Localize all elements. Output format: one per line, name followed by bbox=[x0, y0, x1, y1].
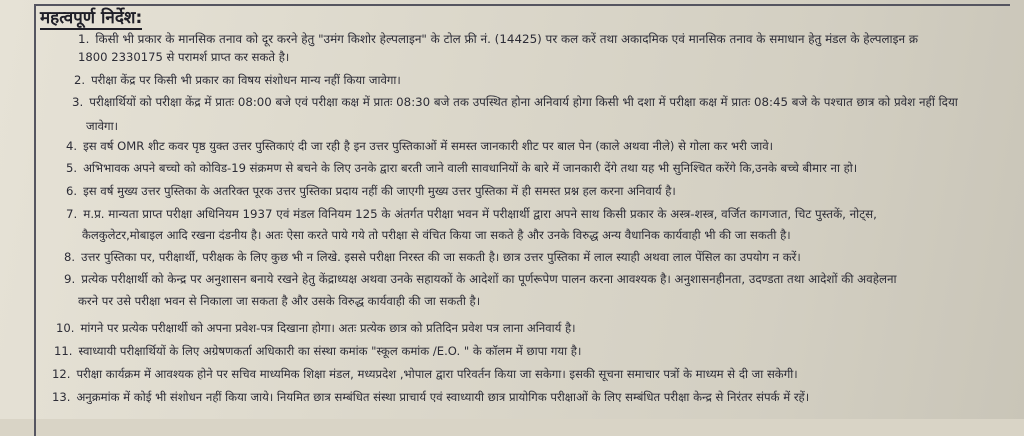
instruction-number: 11. bbox=[54, 344, 73, 358]
instruction-text: 1800 2330175 से परामर्श प्राप्त कर सकते है। bbox=[78, 50, 290, 64]
instruction-7-cont bbox=[82, 227, 791, 243]
instruction-text: अभिभावक अपने बच्चो को कोविड-19 संक्रमण से बचने के लिए उनके द्वारा बरती जाने वाली सावधानियों के बारे में जानकारी देंगे तथा यह भी सुनिश्चित करेंगे कि,उनके बच्चे बीमार ना हो। bbox=[83, 161, 858, 175]
instruction-text: मांगने पर प्रत्येक परीक्षार्थी को अपना प्रवेश-पत्र दिखाना होगा। अतः प्रत्येक छात्र को प्रतिदिन प्रवेश पत्र लाना अनिवार्य है। bbox=[80, 321, 576, 335]
instruction-2 bbox=[74, 72, 401, 88]
instruction-text: कैलकुलेटर,मोबाइल आदि रखना दंडनीय है। अतः ऐसा करते पाये गये तो परीक्षा से वंचित किया जा सकते है और उनके विरुद्ध अन्य वैधानिक कार्यवाही भी की जा सकती है। bbox=[82, 228, 791, 242]
instruction-11 bbox=[54, 343, 581, 359]
instruction-number: 13. bbox=[52, 390, 71, 404]
instruction-text: इस वर्ष OMR शीट कवर पृष्ठ युक्त उत्तर पुस्तिकाएं दी जा रही है इन उत्तर पुस्तिकाओं में समस्त जानकारी शीट पर बाल पेन (काले अथवा नीले) से गोला कर भरी जावे। bbox=[83, 139, 774, 153]
instruction-6 bbox=[66, 183, 676, 199]
instruction-text: जावेगा। bbox=[86, 119, 118, 133]
instruction-number: 10. bbox=[56, 321, 75, 335]
instruction-number: 5. bbox=[66, 161, 78, 175]
instruction-text: परीक्षार्थियों को परीक्षा केंद्र में प्रातः 08:00 बजे एवं परीक्षा कक्ष में प्रातः 08:30 बजे तक उपस्थित होना अनिवार्य होगा किसी भी दशा में परीक्षा कक्ष में प्रातः 08:45 बजे के पश्चात छात्र को प्रवेश नहीं दिया bbox=[89, 95, 958, 109]
instruction-12 bbox=[52, 366, 798, 382]
instruction-number: 6. bbox=[66, 184, 78, 198]
instruction-9 bbox=[64, 271, 897, 287]
instruction-text: करने पर उसे परीक्षा भवन से निकाला जा सकता है और उसके विरुद्ध कार्यवाही की जा सकती है। bbox=[78, 294, 481, 308]
instruction-13 bbox=[52, 389, 809, 405]
instruction-text: म.प्र. मान्यता प्राप्त परीक्षा अधिनियम 1937 एवं मंडल विनियम 125 के अंतर्गत परीक्षा भवन में परीक्षार्थी द्वारा अपने साथ किसी प्रकार के अस्त्र-शस्त्र, वर्जित कागजात, चिट पुस्तकें, नोट्स, bbox=[83, 207, 877, 221]
instruction-text: स्वाध्यायी परीक्षार्थियों के लिए अग्रेषणकर्ता अधिकारी का संस्था कमांक "स्कूल कमांक /E.O. " के कॉलम में छापा गया है। bbox=[78, 344, 582, 358]
instruction-text: उत्तर पुस्तिका पर, परीक्षार्थी, परीक्षक के लिए कुछ भी न लिखे. इससे परीक्षा निरस्त की जा सकती है। छात्र उत्तर पुस्तिका में लाल स्याही अथवा लाल पेंसिल का उपयोग न करें। bbox=[81, 250, 801, 264]
instruction-number: 4. bbox=[66, 139, 78, 153]
instruction-number: 12. bbox=[52, 367, 71, 381]
instruction-text: प्रत्येक परीक्षार्थी को केन्द्र पर अनुशासन बनाये रखने हेतु केंद्राध्यक्ष अथवा उनके सहायकों के आदेशों का पूर्णरूपेण पालन करना आवश्यक है। अनुशासनहीनता, उदण्डता तथा आदेशों की अवहेलना bbox=[81, 272, 897, 286]
instruction-text: परीक्षा केंद्र पर किसी भी प्रकार का विषय संशोधन मान्य नहीं किया जावेगा। bbox=[91, 73, 401, 87]
instruction-text: अनुक्रमांक में कोई भी संशोधन नहीं किया जाये। नियमित छात्र सम्बंधित संस्था प्राचार्य एवं स्वाध्यायी छात्र प्रायोगिक परीक्षाओं के लिए सम्बंधित परीक्षा केन्द्र से निरंतर संपर्क में रहें। bbox=[76, 390, 810, 404]
instruction-number: 8. bbox=[64, 250, 76, 264]
instruction-number: 7. bbox=[66, 207, 78, 221]
instruction-text: किसी भी प्रकार के मानसिक तनाव को दूर करने हेतु "उमंग किशोर हेल्पलाइन" के टोल फ्री नं. (14425) पर कल करें तथा अकादमिक एवं मानसिक तनाव के समाधान हेतु मंडल के हेल्पलाइन क्र bbox=[95, 32, 918, 46]
instruction-3-cont bbox=[86, 118, 118, 134]
instruction-1 bbox=[78, 31, 918, 47]
instruction-1-cont bbox=[78, 49, 289, 65]
page-title: महत्वपूर्ण निर्देश: bbox=[40, 8, 143, 28]
instruction-4 bbox=[66, 138, 773, 154]
instruction-text: इस वर्ष मुख्य उत्तर पुस्तिका के अतरिक्त पूरक उत्तर पुस्तिका प्रदाय नहीं की जाएगी मुख्य उत्तर पुस्तिका में ही समस्त प्रश्न हल करना अनिवार्य है। bbox=[83, 184, 676, 198]
instruction-10 bbox=[56, 320, 576, 336]
instruction-number: 2. bbox=[74, 73, 86, 87]
instruction-8 bbox=[64, 249, 801, 265]
instruction-number: 9. bbox=[64, 272, 76, 286]
instruction-3 bbox=[72, 94, 958, 110]
instruction-number: 1. bbox=[78, 32, 90, 46]
instruction-number: 3. bbox=[72, 95, 84, 109]
instruction-7 bbox=[66, 206, 877, 222]
instruction-9-cont bbox=[78, 293, 480, 309]
instruction-5 bbox=[66, 160, 857, 176]
instruction-text: परीक्षा कार्यक्रम में आवश्यक होने पर सचिव माध्यमिक शिक्षा मंडल, मध्यप्रदेश ,भोपाल द्वारा परिवर्तन किया जा सकेगा। इसकी सूचना समाचार पत्रों के माध्यम से दी जा सकेगी। bbox=[76, 367, 798, 381]
